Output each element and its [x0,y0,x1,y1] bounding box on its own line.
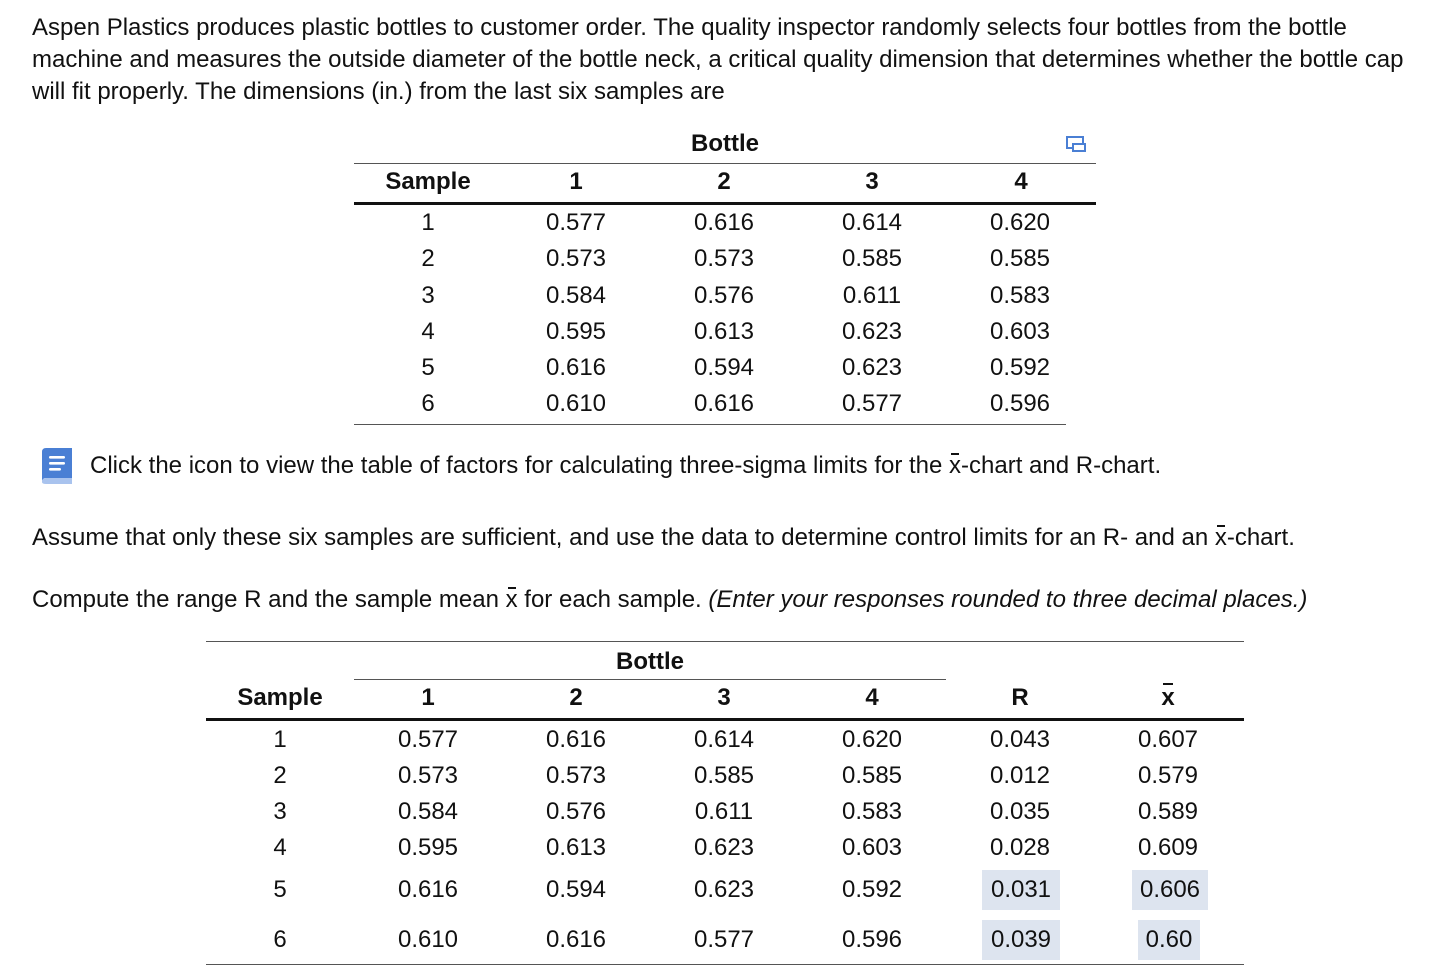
bottle-measurement: 0.577 [397,726,459,753]
sample-header: Sample [385,168,471,195]
range-value: 0.035 [989,798,1051,825]
range-input[interactable]: 0.039 [982,920,1060,960]
rounding-instruction: (Enter your responses rounded to three decimal places.) [708,586,1308,613]
bottle-group-header: Bottle [616,648,684,675]
sample-number: 3 [421,282,435,309]
bottle-measurement: 0.577 [841,390,903,417]
sample-number: 1 [273,726,287,753]
mean-value: 0.579 [1137,762,1199,789]
bottle-measurement: 0.616 [545,354,607,381]
sample-number: 5 [421,354,435,381]
bottle-measurement: 0.611 [694,798,754,825]
bottle-measurement: 0.616 [693,209,755,236]
hint-text: Click the icon to view the table of factors for calculating three-sigma limits for the x-chart and R-chart. [90,450,1161,482]
bottle-measurement: 0.585 [693,762,755,789]
bottle-measurement: 0.573 [545,245,607,272]
bottle-header-4: 4 [1014,168,1028,195]
bottle-measurement: 0.594 [693,354,755,381]
bottle-header-3: 3 [865,168,879,195]
bottle-measurement: 0.610 [545,390,607,417]
bottle-measurement: 0.616 [397,876,459,903]
bottle-measurement: 0.583 [989,282,1051,309]
xbar-symbol: x [1161,680,1174,716]
bottle-header-1: 1 [569,168,583,195]
bottle-measurement: 0.585 [841,245,903,272]
range-header: R [1011,684,1029,711]
sample-number: 5 [273,876,287,903]
factors-hint [36,444,1161,488]
problem-intro: Aspen Plastics produces plastic bottles to customer order. The quality inspector randomly selects four bottles from the bottle machine and measures the outside diameter of the bottle neck, a critical quality dimension that determines whether the bottle cap will fit properly. The dimensions (in.) from the last six samples are [32,14,1404,105]
answer-table [206,640,1244,970]
mean-value: 0.589 [1137,798,1199,825]
book-icon[interactable] [36,445,78,487]
bottle-header-1: 1 [421,684,435,711]
bottle-measurement: 0.616 [545,926,607,953]
bottle-measurement: 0.573 [545,762,607,789]
bottom-rule [354,424,1066,425]
sample-number: 4 [421,318,435,345]
bottle-measurement: 0.613 [693,318,755,345]
sample-header: Sample [237,684,323,711]
bottle-measurement: 0.584 [397,798,459,825]
bottle-measurement: 0.614 [693,726,755,753]
bottle-measurement: 0.585 [841,762,903,789]
bottle-measurement: 0.592 [989,354,1051,381]
bottle-measurement: 0.623 [693,834,755,861]
bottle-measurement: 0.583 [841,798,903,825]
bottle-measurement: 0.620 [989,209,1051,236]
bottle-measurement: 0.595 [545,318,607,345]
xbar-symbol: x [949,450,961,482]
bottle-measurement: 0.596 [841,926,903,953]
bottle-measurement: 0.576 [693,282,755,309]
data-table [354,126,1096,426]
mean-value: 0.607 [1137,726,1199,753]
bottle-measurement: 0.610 [397,926,459,953]
bottle-measurement: 0.623 [693,876,755,903]
bottle-measurement: 0.595 [397,834,459,861]
sample-number: 6 [273,926,287,953]
sample-number: 6 [421,390,435,417]
copy-icon[interactable] [1066,136,1086,152]
bottle-measurement: 0.592 [841,876,903,903]
sample-number: 4 [273,834,287,861]
sample-number: 3 [273,798,287,825]
bottle-measurement: 0.577 [693,926,755,953]
bottle-measurement: 0.585 [989,245,1051,272]
sample-number: 1 [421,209,435,236]
range-input[interactable]: 0.031 [982,870,1060,910]
assume-text: Assume that only these six samples are sufficient, and use the data to determine control limits for an R- and an x-chart. [32,522,1295,554]
bottle-measurement: 0.573 [397,762,459,789]
bottle-measurement: 0.620 [841,726,903,753]
range-value: 0.012 [989,762,1051,789]
bottle-measurement: 0.577 [545,209,607,236]
bottle-measurement: 0.603 [989,318,1051,345]
mean-header [1094,680,1242,716]
bottle-measurement: 0.623 [841,354,903,381]
bottle-measurement: 0.616 [545,726,607,753]
bottom-rule [206,964,1244,965]
bottle-header-3: 3 [717,684,731,711]
xbar-symbol: x [506,584,518,616]
top-rule [206,641,1244,642]
mean-input[interactable]: 0.606 [1132,870,1208,910]
compute-instruction: Compute the range R and the sample mean x for each sample. (Enter your responses rounded to three decimal places.) [32,584,1307,616]
bottle-measurement: 0.584 [545,282,607,309]
bottle-header-2: 2 [569,684,583,711]
mean-value: 0.609 [1137,834,1199,861]
bottle-measurement: 0.613 [545,834,607,861]
bottle-measurement: 0.614 [841,209,903,236]
bottle-measurement: 0.603 [841,834,903,861]
bottle-measurement: 0.596 [989,390,1051,417]
sample-number: 2 [421,245,435,272]
range-value: 0.043 [989,726,1051,753]
mean-input[interactable]: 0.60 [1138,920,1200,960]
bottle-measurement: 0.573 [693,245,755,272]
bottle-group-header: Bottle [691,130,759,157]
bottle-measurement: 0.611 [842,282,902,309]
bottle-measurement: 0.623 [841,318,903,345]
bottle-header-4: 4 [865,684,879,711]
bottle-measurement: 0.616 [693,390,755,417]
bottle-measurement: 0.594 [545,876,607,903]
range-value: 0.028 [989,834,1051,861]
xbar-symbol: x [1215,522,1227,554]
bottle-measurement: 0.576 [545,798,607,825]
bottle-header-2: 2 [717,168,731,195]
sample-number: 2 [273,762,287,789]
header-rule [206,718,1244,721]
